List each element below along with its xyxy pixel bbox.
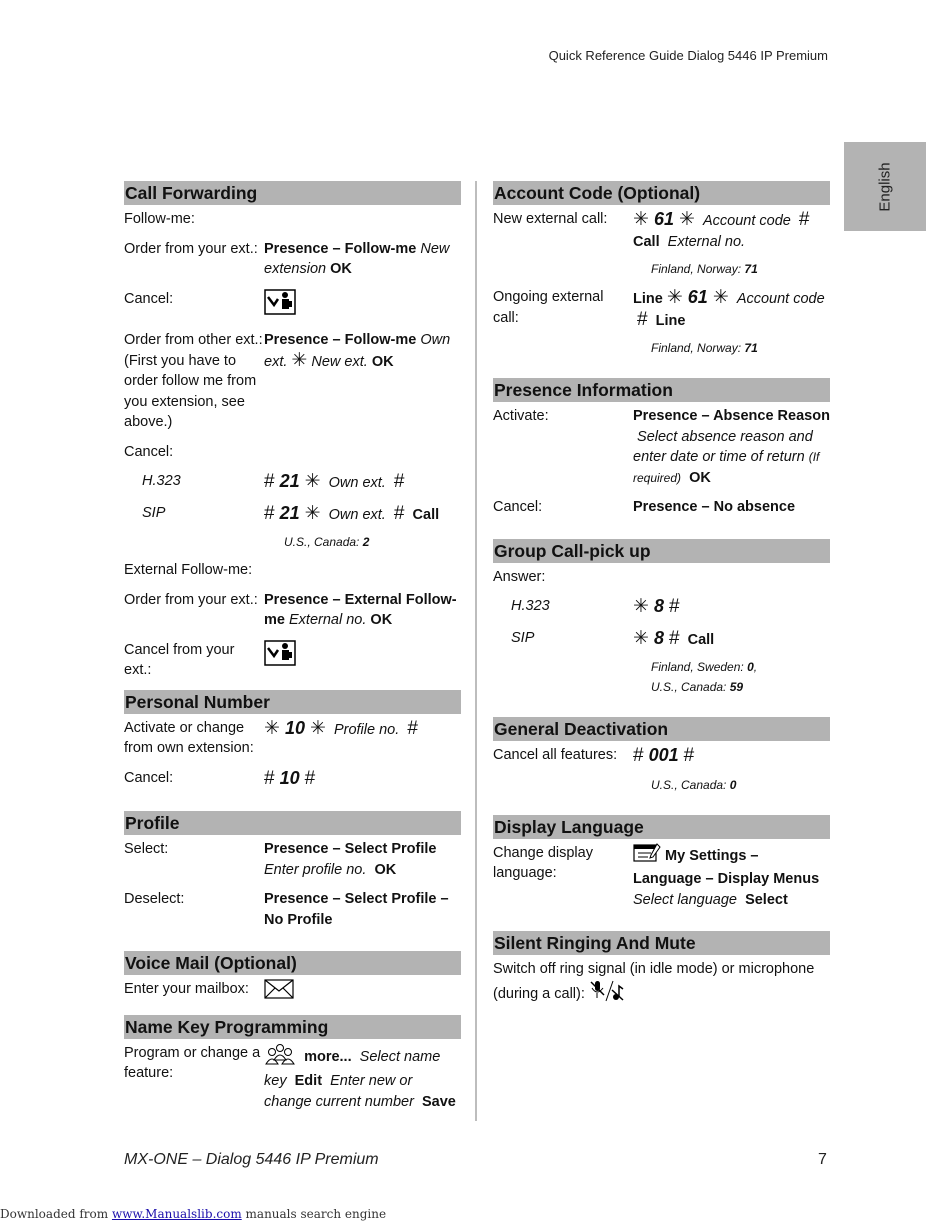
- ext-cancel-row: [124, 640, 461, 681]
- cancel-row: [124, 289, 461, 322]
- enter-new-number: Enter new or change current number: [264, 1073, 414, 1110]
- deactivation-label: Cancel all features:: [493, 747, 618, 763]
- silent-ringing-text: [493, 959, 830, 1008]
- name-key-label: Program or change a feature:: [124, 1044, 261, 1081]
- order-own-row: [124, 239, 461, 280]
- follow-me-icon: [264, 289, 296, 322]
- download-suffix: manuals search engine: [245, 1207, 387, 1221]
- ok-key-4: OK: [374, 861, 397, 878]
- presence-follow-me-2: Presence – Follow-me: [264, 332, 417, 348]
- line-key: Line: [633, 291, 663, 307]
- new-extension: New extension: [264, 240, 450, 277]
- sip-row: SIP # 21 ✳ Own ext. # Call: [124, 503, 461, 526]
- finland-norway-note-1: Finland, Norway: 71: [651, 262, 758, 276]
- ok-key-2: OK: [371, 353, 394, 370]
- language-display-menus: Language – Display Menus: [633, 871, 820, 887]
- account-code: Account code: [702, 213, 791, 229]
- presence-follow-me: Presence – Follow-me: [264, 240, 417, 257]
- account-code-2: Account code: [736, 291, 825, 307]
- call-key-3: Call: [687, 631, 715, 648]
- presence-absence-reason: Presence – Absence Reason: [633, 408, 830, 424]
- external-follow-me-label: External Follow-me:: [124, 562, 253, 578]
- h323-label: H.323: [142, 473, 181, 489]
- pickup-sip-code: 8: [653, 627, 664, 648]
- no-profile: Presence – Select Profile – No Profile: [264, 891, 449, 928]
- left-column: [124, 181, 461, 1121]
- cancel-label-2: Cancel:: [124, 443, 174, 460]
- order-own-value: [264, 239, 461, 280]
- mute-icon: [589, 980, 625, 1009]
- pickup-notes: Finland, Sweden: 0, U.S., Canada: 59: [651, 660, 758, 694]
- pickup-h323-label: H.323: [511, 598, 550, 614]
- ext-order-label: Order from your ext.:: [124, 591, 258, 608]
- pickup-sip-row: SIP ✳ 8 # Call: [493, 628, 830, 651]
- pickup-h323-code: 8: [653, 596, 664, 616]
- download-prefix: Downloaded from: [0, 1207, 109, 1221]
- account-new-code: 61: [653, 209, 674, 229]
- line-key-2: Line: [655, 312, 686, 329]
- ext-order-row: [124, 590, 461, 631]
- star-key: ✳: [291, 349, 308, 371]
- select-key: Select: [745, 891, 788, 908]
- account-ongoing-code: 61: [687, 287, 708, 307]
- footer-title: MX-ONE – Dialog 5446 IP Premium: [124, 1151, 379, 1168]
- call-key-2: Call: [633, 233, 660, 250]
- profile-no: Profile no.: [333, 721, 400, 738]
- hash-key: #: [393, 471, 405, 492]
- display-language-row: [493, 843, 830, 911]
- personal-activate-label: Activate or change from own extension:: [124, 719, 254, 756]
- section-title-group-pickup: Group Call-pick up: [493, 539, 830, 563]
- personal-activate-row: Activate or change from own extension: ✳ 10 ✳ Profile no. #: [124, 718, 461, 759]
- presence-no-absence: Presence – No absence: [633, 499, 796, 515]
- profile-select-row: [124, 839, 461, 880]
- follow-me-icon-2: [264, 640, 296, 673]
- h323-row: H.323 # 21 ✳ Own ext. #: [124, 471, 461, 494]
- order-own-label: Order from your ext.:: [124, 240, 258, 257]
- deactivation-code: 001: [648, 745, 679, 765]
- presence-cancel-label: Cancel:: [493, 499, 543, 515]
- account-new-label: New external call:: [493, 211, 608, 227]
- section-title-voice-mail: Voice Mail (Optional): [124, 951, 461, 975]
- profile-deselect-label: Deselect:: [124, 891, 185, 907]
- my-settings: My Settings –: [665, 847, 759, 864]
- language-tab: [844, 142, 926, 231]
- select-absence-reason: Select absence reason and enter date or time of return: [633, 428, 813, 465]
- account-ongoing-label: Ongoing external call:: [493, 289, 604, 326]
- section-title-silent-ringing: Silent Ringing And Mute: [493, 931, 830, 955]
- voice-mail-label: Enter your mailbox:: [124, 981, 249, 997]
- ext-cancel-label: Cancel from your ext.:: [124, 641, 235, 678]
- sip-label: SIP: [142, 504, 166, 521]
- profile-deselect-row: [124, 889, 461, 930]
- header-title: Quick Reference Guide Dialog 5446 IP Premium: [548, 48, 828, 63]
- page-number: 7: [818, 1151, 827, 1168]
- follow-me-label: Follow-me:: [124, 211, 195, 227]
- personal-cancel-row: Cancel: # 10 #: [124, 767, 316, 789]
- section-title-profile: Profile: [124, 811, 461, 835]
- pickup-sip-label: SIP: [511, 629, 535, 646]
- ok-key-5: OK: [689, 469, 711, 486]
- presence-activate-label: Activate:: [493, 408, 549, 424]
- edit-key: Edit: [294, 1073, 323, 1089]
- column-divider: [475, 181, 477, 1121]
- contacts-icon: [264, 1043, 296, 1072]
- order-other-label: Order from other ext.: (First you have to order follow me from you extension, see above.): [124, 332, 263, 430]
- external-no-2: External no.: [667, 233, 746, 250]
- section-title-general-deactivation: General Deactivation: [493, 717, 830, 741]
- language-tab-label: English: [876, 161, 894, 212]
- external-no: External no.: [289, 612, 367, 628]
- silent-ringing-desc: Switch off ring signal (in idle mode) or microphone (during a call):: [493, 961, 815, 1002]
- enter-profile-no: Enter profile no.: [264, 861, 367, 878]
- voice-mail-row: [124, 979, 461, 1006]
- display-language-label: Change display language:: [493, 844, 593, 881]
- ok-key-3: OK: [370, 612, 393, 628]
- order-other-row: [124, 330, 461, 433]
- account-new-row: New external call: ✳ 61 ✳ Account code # Call External no.: [493, 209, 830, 252]
- pickup-h323-row: H.323 ✳ 8 #: [493, 596, 830, 619]
- name-key-row: [124, 1043, 461, 1113]
- more-key: more...: [304, 1048, 352, 1065]
- presence-external-follow-me: Presence – External Follow-me: [264, 591, 457, 628]
- presence-cancel-row: [493, 497, 830, 518]
- select-name-key: Select name key: [264, 1048, 441, 1089]
- section-title-presence: Presence Information: [493, 378, 830, 402]
- save-key: Save: [421, 1093, 456, 1110]
- section-title-display-language: Display Language: [493, 815, 830, 839]
- section-title-call-forwarding: Call Forwarding: [124, 181, 461, 205]
- presence-select-profile: Presence – Select Profile: [264, 841, 437, 857]
- call-key: Call: [412, 506, 440, 523]
- cancel-label: Cancel:: [124, 290, 174, 307]
- deactivation-row: Cancel all features: # 001 #: [493, 745, 695, 766]
- personal-cancel-code: 10: [279, 767, 300, 788]
- presence-activate-row: [493, 406, 830, 488]
- own-ext: Own ext.: [264, 332, 451, 370]
- profile-select-label: Select:: [124, 841, 169, 857]
- mail-icon: [264, 979, 294, 1006]
- if-required: (If required): [633, 450, 820, 485]
- deactivation-note: U.S., Canada: 0: [651, 777, 737, 792]
- answer-label: Answer:: [493, 568, 546, 585]
- h323-code: 21: [279, 471, 300, 491]
- manualslib-link[interactable]: www.Manualslib.com: [111, 1207, 242, 1221]
- section-title-personal-number: Personal Number: [124, 690, 461, 714]
- us-canada-note: U.S., Canada: 2: [284, 535, 370, 549]
- h323-own-ext: Own ext.: [328, 475, 386, 491]
- account-ongoing-row: Ongoing external call: Line ✳ 61 ✳ Account code # Line: [493, 287, 825, 330]
- settings-icon: [633, 843, 661, 870]
- personal-activate-code: 10: [284, 717, 305, 738]
- download-note: [0, 1207, 386, 1221]
- right-column: [493, 181, 830, 1017]
- new-ext: New ext.: [311, 353, 368, 370]
- ok-key: OK: [330, 261, 352, 277]
- section-title-name-key: Name Key Programming: [124, 1015, 461, 1039]
- sip-code: 21: [279, 502, 300, 523]
- section-title-account-code: Account Code (Optional): [493, 181, 830, 205]
- finland-norway-note-2: Finland, Norway: 71: [651, 341, 758, 355]
- personal-cancel-label: Cancel:: [124, 769, 174, 786]
- select-language: Select language: [633, 891, 737, 908]
- sip-own-ext: Own ext.: [328, 506, 386, 523]
